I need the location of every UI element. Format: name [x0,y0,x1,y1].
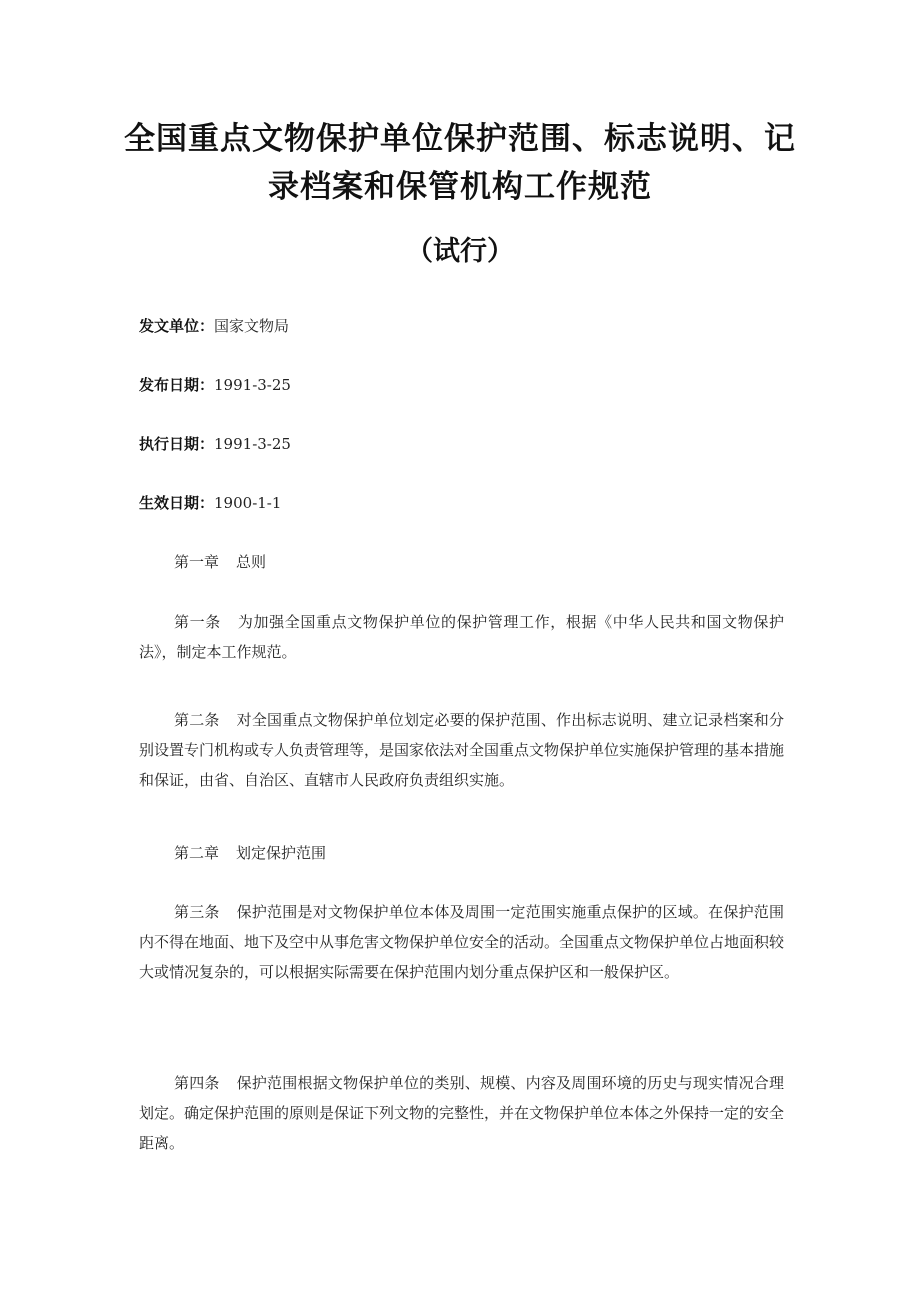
chapter-2-number: 第二章 [174,844,220,862]
article-2-text: 对全国重点文物保护单位划定必要的保护范围、作出标志说明、建立记录档案和分别设置专门机构或专人负责管理等，是国家依法对全国重点文物保护单位实施保护管理的基本措施和保证，由省、自治区、直辖市人民政府负责组织实施。 [139,711,785,789]
article-3 [139,897,784,987]
meta-issuer [139,314,289,338]
document-subtitle: （试行） [406,236,514,267]
document-title-line-2: 录档案和保管机构工作规范 [268,169,652,205]
article-1-text: 为加强全国重点文物保护单位的保护管理工作，根据《中华人民共和国文物保护法》，制定本工作规范。 [139,613,784,661]
meta-exec-date-label: 执行日期： [139,435,215,453]
article-4-number: 第四条 [174,1074,220,1092]
meta-publish-date-value: 1991-3-25 [214,376,291,394]
meta-issuer-value: 国家文物局 [214,317,290,335]
meta-exec-date [139,432,291,456]
chapter-1-number: 第一章 [174,553,220,571]
meta-valid-date [139,491,281,515]
article-2-number: 第二条 [174,711,220,729]
article-2 [139,705,784,795]
meta-valid-date-label: 生效日期： [139,494,215,512]
article-4 [139,1068,784,1158]
document-title-line-1: 全国重点文物保护单位保护范围、标志说明、记 [124,121,796,157]
meta-exec-date-value: 1991-3-25 [214,435,291,453]
meta-issuer-label: 发文单位： [139,317,215,335]
article-1-number: 第一条 [174,613,221,631]
meta-valid-date-value: 1900-1-1 [214,494,282,512]
article-3-number: 第三条 [174,903,220,921]
meta-publish-date [139,373,291,397]
article-1 [139,607,784,667]
article-4-text: 保护范围根据文物保护单位的类别、规模、内容及周围环境的历史与现实情况合理划定。确定保护范围的原则是保证下列文物的完整性，并在文物保护单位本体之外保持一定的安全距离。 [139,1074,785,1152]
chapter-2-title: 划定保护范围 [236,844,327,862]
meta-publish-date-label: 发布日期： [139,376,215,394]
chapter-2-heading [139,838,784,868]
article-3-text: 保护范围是对文物保护单位本体及周围一定范围实施重点保护的区域。在保护范围内不得在地面、地下及空中从事危害文物保护单位安全的活动。全国重点文物保护单位占地面积较大或情况复杂的，可以根据实际需要在保护范围内划分重点保护区和一般保护区。 [139,903,785,981]
chapter-1-title: 总则 [236,553,267,571]
chapter-1-heading [139,547,784,577]
